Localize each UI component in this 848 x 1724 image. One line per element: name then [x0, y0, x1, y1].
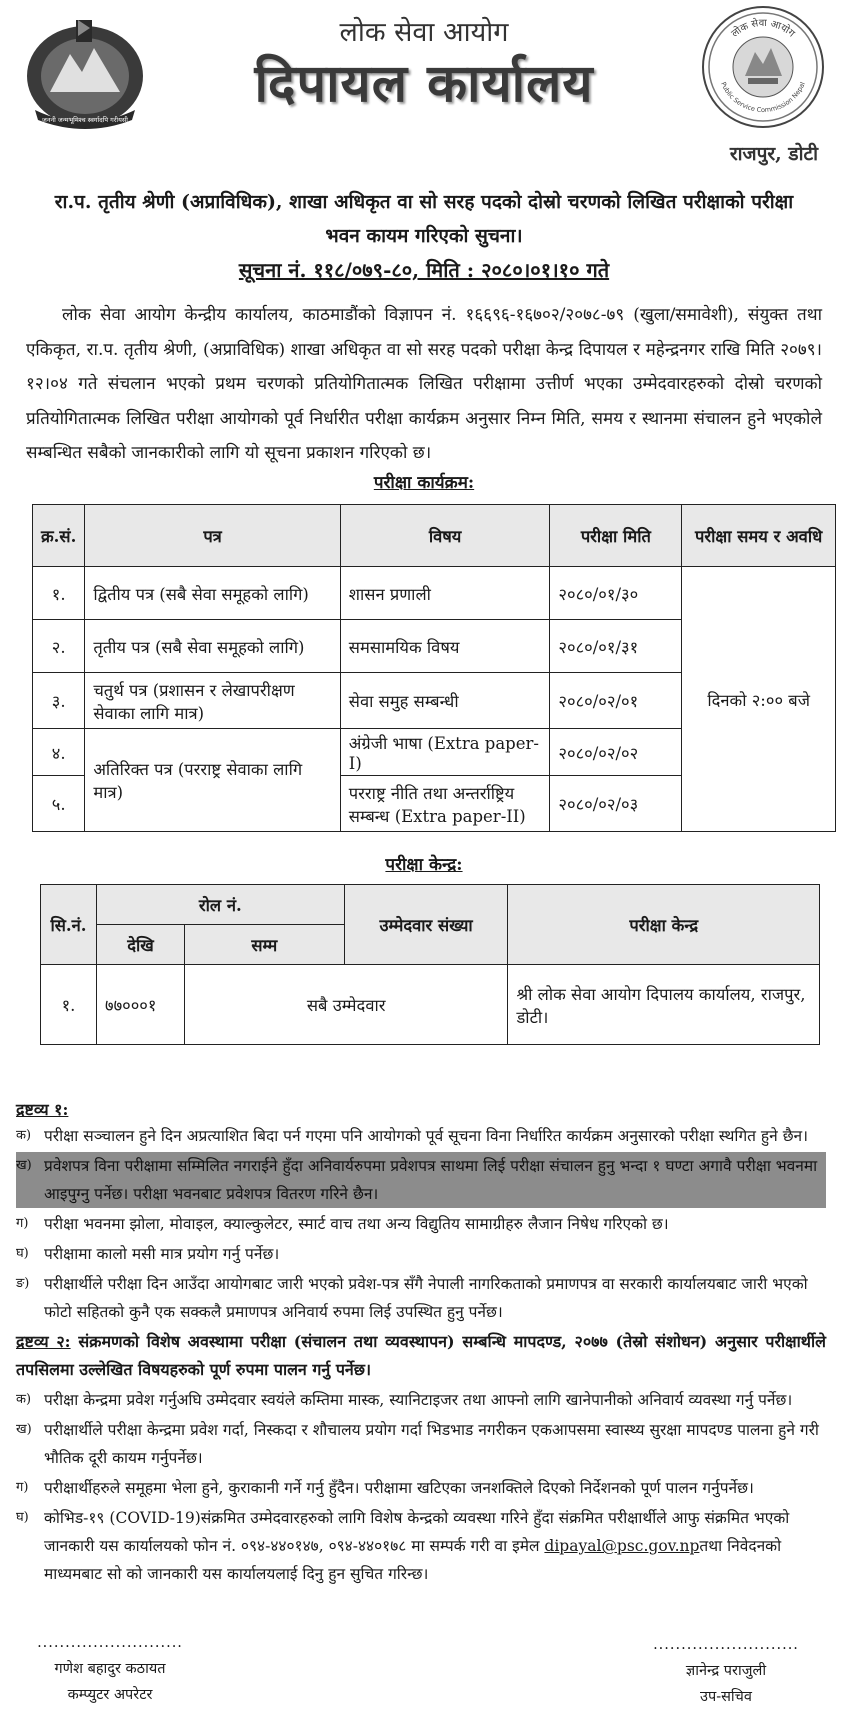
item-text: परीक्षा भवनमा झोला, मोवाइल, क्याल्कुलेटर, स्मार्ट वाच तथा अन्य विद्युतिय सामाग्रीहरु लैजान निषेध गरिएको छ।: [44, 1215, 669, 1233]
note-1-title: द्रष्टव्य १:: [16, 1100, 69, 1119]
item-key: ग): [16, 1480, 29, 1495]
emblem-caption: जननी जन्मभूमिश्च स्वर्गादपि गरीयसी: [42, 116, 128, 124]
note-2-intro: [16, 1328, 826, 1384]
list-item-highlighted: [16, 1152, 826, 1208]
item-key: घ): [16, 1510, 29, 1525]
cell-paper: द्वितीय पत्र (सबै सेवा समूहको लागि): [85, 567, 340, 620]
signatory-title: कम्प्युटर अपरेटर: [67, 1687, 153, 1703]
intro-paragraph: लोक सेवा आयोग केन्द्रीय कार्यालय, काठमाडौंको विज्ञापन नं. १६६९६-१६७०२/२०७८-७९ (खुला/समावेशी), संयुक्त तथा एकिकृत, रा.प. तृतीय श्रेणी, (अप्राविधिक) शाखा अधिकृत वा सो सरह पदको परीक्षा केन्द्र दिपायल र महेन्द्रनगर राखि मिति २०७९।१२।०४ गते संचलान भएको प्रथम चरणको प्रतियोगितात्मक लिखित परीक्षामा उत्तीर्ण भएका उम्मेदवारहरुको दोस्रो चरणको प्रतियोगितात्मक लिखित परीक्षा आयोगको पूर्व निर्धारीत परीक्षा कार्यक्रम अनुसार निम्न मिति, समय र स्थानमा संचालन हुने भएकोले सम्बन्धित सबैको जानकारीको लागि यो सूचना प्रकाशन गरिएको छ।: [26, 305, 822, 463]
signature-left: [20, 1630, 200, 1708]
subject-line-1: रा.प. तृतीय श्रेणी (अप्राविधिक), शाखा अधिकृत वा सो सरह पदको दोस्रो चरणको लिखित परीक्षाको परीक्षा: [54, 191, 794, 213]
col-centre: परीक्षा केन्द्र: [508, 885, 820, 965]
col-sn: सि.नं.: [41, 885, 97, 965]
note-2-text: संक्रमणको विशेष अवस्थामा परीक्षा (संचालन तथा व्यवस्थापन) सम्बन्धि मापदण्ड, २०७७ (तेस्रो संशोधन) अनुसार परीक्षार्थीले तपसिलमा उल्लेखित विषयहरुको पूर्ण रुपमा पालन गर्नु पर्नेछ।: [16, 1332, 826, 1379]
col-subject: विषय: [340, 505, 550, 567]
list-item: [16, 1504, 826, 1588]
cell-centre: श्री लोक सेवा आयोग दिपालय कार्यालय, राजपुर, डोटी।: [508, 965, 820, 1045]
col-time: परीक्षा समय र अवधि: [682, 505, 836, 567]
organization-name: लोक सेवा आयोग: [339, 17, 509, 48]
item-text: परीक्षार्थीले परीक्षा दिन आउँदा आयोगबाट जारी भएको प्रवेश-पत्र सँगै नेपाली नागरिकताको प्रमाणपत्र वा सरकारी कार्यालयबाट जारी भएको फोटो सहितको कुनै एक सक्कलै प्रमाणपत्र अनिवार्य रुपमा लिई उपस्थित हुनु पर्नेछ।: [44, 1275, 808, 1321]
list-item: [16, 1474, 826, 1502]
cell-subject: अंग्रेजी भाषा (Extra paper-I): [340, 729, 550, 776]
list-item: [16, 1210, 826, 1238]
cell-date: २०८०/०१/३१: [550, 620, 682, 673]
item-key: क): [16, 1128, 32, 1143]
notes-section-1: [16, 1098, 826, 1590]
item-text: परीक्षामा कालो मसी मात्र प्रयोग गर्नु पर्नेछ।: [44, 1245, 280, 1263]
cell-date: २०८०/०२/०३: [550, 776, 682, 832]
cell-date: २०८०/०१/३०: [550, 567, 682, 620]
notice-number: सूचना नं. ११८/०७९-८०, मिति : २०८०।०१।१० गते: [238, 258, 610, 282]
item-key: घ): [16, 1246, 29, 1261]
signatory-name: गणेश बहादुर कठायत: [54, 1661, 166, 1677]
cell-time: दिनको २:०० बजे: [682, 567, 836, 832]
item-text: परीक्षा सञ्चालन हुने दिन अप्रत्याशित बिदा पर्न गएमा पनि आयोगको पूर्व सूचना विना निर्धारित कार्यक्रम अनुसारको परीक्षा स्थगित हुने छैन।: [44, 1127, 809, 1145]
cell-paper: अतिरिक्त पत्र (परराष्ट्र सेवाका लागि मात्र): [85, 729, 340, 832]
col-roll: रोल नं.: [96, 885, 344, 925]
list-item: [16, 1416, 826, 1472]
cell-subject: सेवा समुह सम्बन्धी: [340, 673, 550, 729]
item-text: प्रवेशपत्र विना परीक्षामा सम्मिलित नगराईने हुँदा अनिवार्यरुपमा प्रवेशपत्र साथमा लिई परीक्षा संचालन हुनु भन्दा १ घण्टा अगावै परीक्षा भवनमा आइपुग्नु पर्नेछ। परीक्षा भवनबाट प्रवेशपत्र वितरण गरिने छैन।: [44, 1157, 818, 1203]
col-sn: क्र.सं.: [33, 505, 85, 567]
item-key: ग): [16, 1216, 29, 1231]
note-2-title: द्रष्टव्य २:: [16, 1332, 71, 1351]
col-from: देखि: [96, 925, 184, 965]
signature-line: ..........................: [653, 1637, 799, 1653]
cell-paper: तृतीय पत्र (सबै सेवा समूहको लागि): [85, 620, 340, 673]
item-key: ख): [16, 1158, 32, 1173]
list-item: [16, 1122, 826, 1150]
signature-right: [636, 1632, 816, 1710]
cell-from: ७७०००१: [96, 965, 184, 1045]
cell-sn: १.: [41, 965, 97, 1045]
col-paper: पत्र: [85, 505, 340, 567]
cell-date: २०८०/०२/०२: [550, 729, 682, 776]
cell-subject: शासन प्रणाली: [340, 567, 550, 620]
item-text-end: तथा निवेदनको माध्यमबाट सो को जानकारी यस कार्यालयलाई दिनु हुन सुचित गरिन्छ।: [44, 1537, 782, 1583]
cell-sn: २.: [33, 620, 85, 673]
seal-bottom-text: Public Service Commission Nepal: [719, 80, 807, 115]
notice-subject: [40, 185, 808, 253]
cell-date: २०८०/०२/०१: [550, 673, 682, 729]
list-item: [16, 1386, 826, 1414]
email-link[interactable]: dipayal@psc.gov.np: [544, 1537, 700, 1555]
list-item: [16, 1240, 826, 1268]
cell-sn: १.: [33, 567, 85, 620]
signatory-name: ज्ञानेन्द्र पराजुली: [685, 1663, 767, 1679]
signature-line: ..........................: [37, 1635, 183, 1651]
seal-top-text: लोक सेवा आयोग: [729, 17, 797, 40]
cell-subject: परराष्ट्र नीति तथा अन्तर्राष्ट्रिय सम्बन्ध (Extra paper-II): [340, 776, 550, 832]
office-location: राजपुर, डोटी: [729, 143, 818, 165]
schedule-heading: परीक्षा कार्यक्रम:: [373, 473, 475, 493]
item-key: क): [16, 1392, 32, 1407]
table-row: [41, 965, 820, 1045]
office-name: दिपायल कार्यालय: [254, 53, 594, 114]
subject-line-2: भवन कायम गरिएको सुचना।: [325, 225, 523, 247]
table-row: [33, 567, 836, 620]
list-item: [16, 1270, 826, 1326]
col-to: सम्म: [184, 925, 344, 965]
col-count: उम्मेदवार संख्या: [344, 885, 508, 965]
item-text: परीक्षार्थीहरुले समूहमा भेला हुने, कुराकानी गर्ने गर्नु हुँदैन। परीक्षामा खटिएका जनशक्तिले दिएको निर्देशनको पूर्ण पालन गर्नुपर्नेछ।: [44, 1479, 754, 1497]
cell-sn: ४.: [33, 729, 85, 776]
cell-subject: समसामयिक विषय: [340, 620, 550, 673]
cell-paper: चतुर्थ पत्र (प्रशासन र लेखापरीक्षण सेवाका लागि मात्र): [85, 673, 340, 729]
cell-sn: ३.: [33, 673, 85, 729]
centre-table: [40, 884, 820, 1045]
col-date: परीक्षा मिति: [550, 505, 682, 567]
item-text: परीक्षार्थीले परीक्षा केन्द्रमा प्रवेश गर्दा, निस्कदा र शौचालय प्रयोग गर्दा भिडभाड नगरीकन एकआपसमा स्वास्थ्य सुरक्षा मापदण्ड पालना हुने गरी भौतिक दूरी कायम गर्नुपर्नेछ।: [44, 1421, 819, 1467]
item-text: कोभिड-१९ (COVID-19)संक्रमित उम्मेदवारहरुको लागि विशेष केन्द्रको व्यवस्था गरिने हुँदा संक्रमित परीक्षार्थीले आफु संक्रमित भएको जानकारी यस कार्यालयको फोन नं. ०९४-४४०१४७, ०९४-४४०१७८ मा सम्पर्क गरी वा इमेल: [44, 1509, 790, 1555]
item-text: परीक्षा केन्द्रमा प्रवेश गर्नुअघि उम्मेदवार स्वयंले कम्तिमा मास्क, स्यानिटाइजर तथा आफ्नो लागि खानेपानीको अनिवार्य व्यवस्था गर्नु पर्नेछ।: [44, 1391, 793, 1409]
item-key: ङ): [16, 1276, 30, 1291]
signatory-title: उप-सचिव: [700, 1689, 752, 1705]
centre-heading: परीक्षा केन्द्र:: [385, 855, 463, 875]
cell-to: सबै उम्मेदवार: [184, 965, 508, 1045]
schedule-table: [32, 504, 836, 832]
item-key: ख): [16, 1422, 32, 1437]
cell-sn: ५.: [33, 776, 85, 832]
